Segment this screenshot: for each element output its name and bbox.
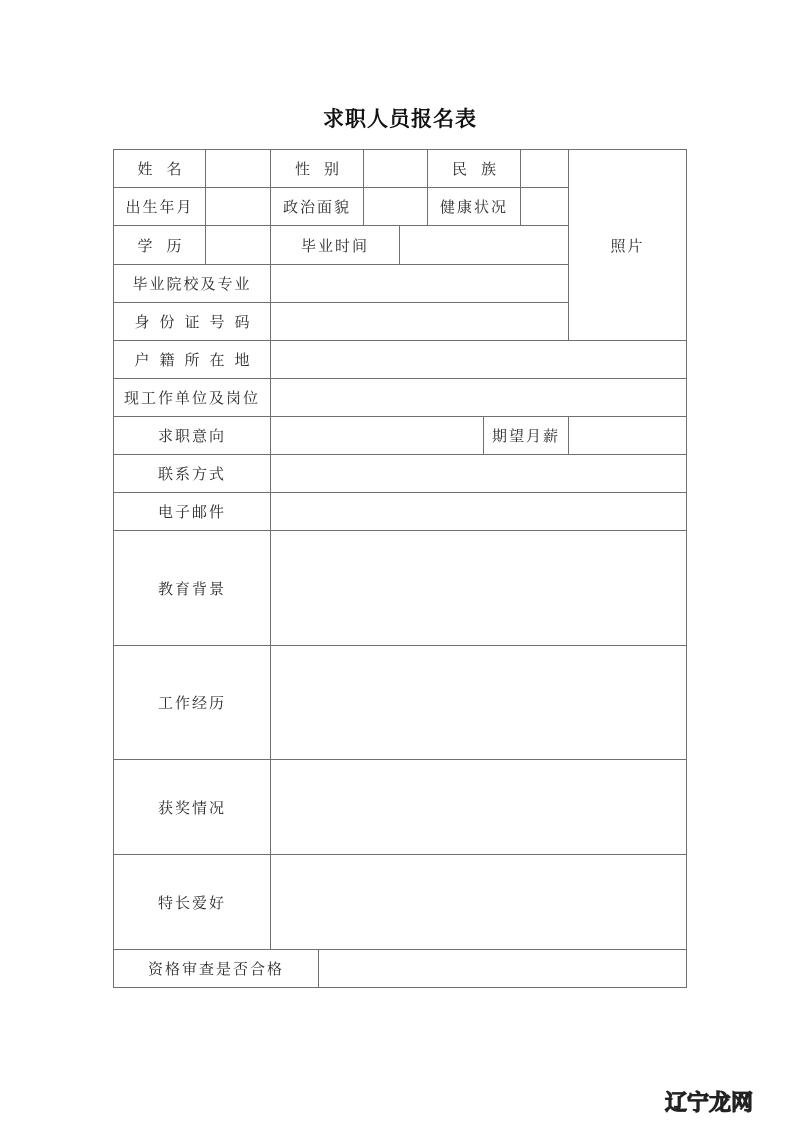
job-intention-field[interactable] xyxy=(270,416,484,455)
current-employer-field[interactable] xyxy=(270,378,687,417)
label-work-experience: 工作经历 xyxy=(113,645,271,760)
label-gender: 性别 xyxy=(270,149,364,188)
label-job-intention: 求职意向 xyxy=(113,416,271,455)
label-political-status: 政治面貌 xyxy=(270,187,364,226)
label-health: 健康状况 xyxy=(427,187,521,226)
birth-date-field[interactable] xyxy=(205,187,271,226)
gender-field[interactable] xyxy=(363,149,428,188)
label-graduation-time: 毕业时间 xyxy=(270,225,400,265)
label-name: 姓名 xyxy=(113,149,206,188)
watermark-text-white: 龙网 xyxy=(709,1091,754,1116)
label-email: 电子邮件 xyxy=(113,492,271,531)
contact-field[interactable] xyxy=(270,454,687,493)
expected-salary-field[interactable] xyxy=(568,416,687,455)
political-status-field[interactable] xyxy=(363,187,428,226)
household-registration-field[interactable] xyxy=(270,340,687,379)
watermark-text-red: 辽宁 xyxy=(665,1091,710,1116)
photo-box[interactable]: 照片 xyxy=(568,149,687,341)
label-expected-salary: 期望月薪 xyxy=(483,416,569,455)
work-experience-field[interactable] xyxy=(270,645,687,760)
label-id-number: 身份证号码 xyxy=(113,302,271,341)
skills-hobbies-field[interactable] xyxy=(270,854,687,950)
qualification-review-field[interactable] xyxy=(318,949,687,988)
label-household-registration: 户籍所在地 xyxy=(113,340,271,379)
health-field[interactable] xyxy=(520,187,569,226)
label-education: 学历 xyxy=(113,225,206,265)
label-awards: 获奖情况 xyxy=(113,759,271,855)
label-contact: 联系方式 xyxy=(113,454,271,493)
education-background-field[interactable] xyxy=(270,530,687,646)
label-ethnicity: 民族 xyxy=(427,149,521,188)
ethnicity-field[interactable] xyxy=(520,149,569,188)
label-education-background: 教育背景 xyxy=(113,530,271,646)
label-qualification-review: 资格审查是否合格 xyxy=(113,949,319,988)
id-number-field[interactable] xyxy=(270,302,569,341)
graduation-time-field[interactable] xyxy=(399,225,569,265)
label-birth-date: 出生年月 xyxy=(113,187,206,226)
education-field[interactable] xyxy=(205,225,271,265)
label-current-employer: 现工作单位及岗位 xyxy=(113,378,271,417)
school-major-field[interactable] xyxy=(270,264,569,303)
awards-field[interactable] xyxy=(270,759,687,855)
email-field[interactable] xyxy=(270,492,687,531)
watermark-logo xyxy=(665,1086,753,1117)
label-skills-hobbies: 特长爱好 xyxy=(113,854,271,950)
page-title: 求职人员报名表 xyxy=(323,107,477,131)
name-field[interactable] xyxy=(205,149,271,188)
label-school-major: 毕业院校及专业 xyxy=(113,264,271,303)
